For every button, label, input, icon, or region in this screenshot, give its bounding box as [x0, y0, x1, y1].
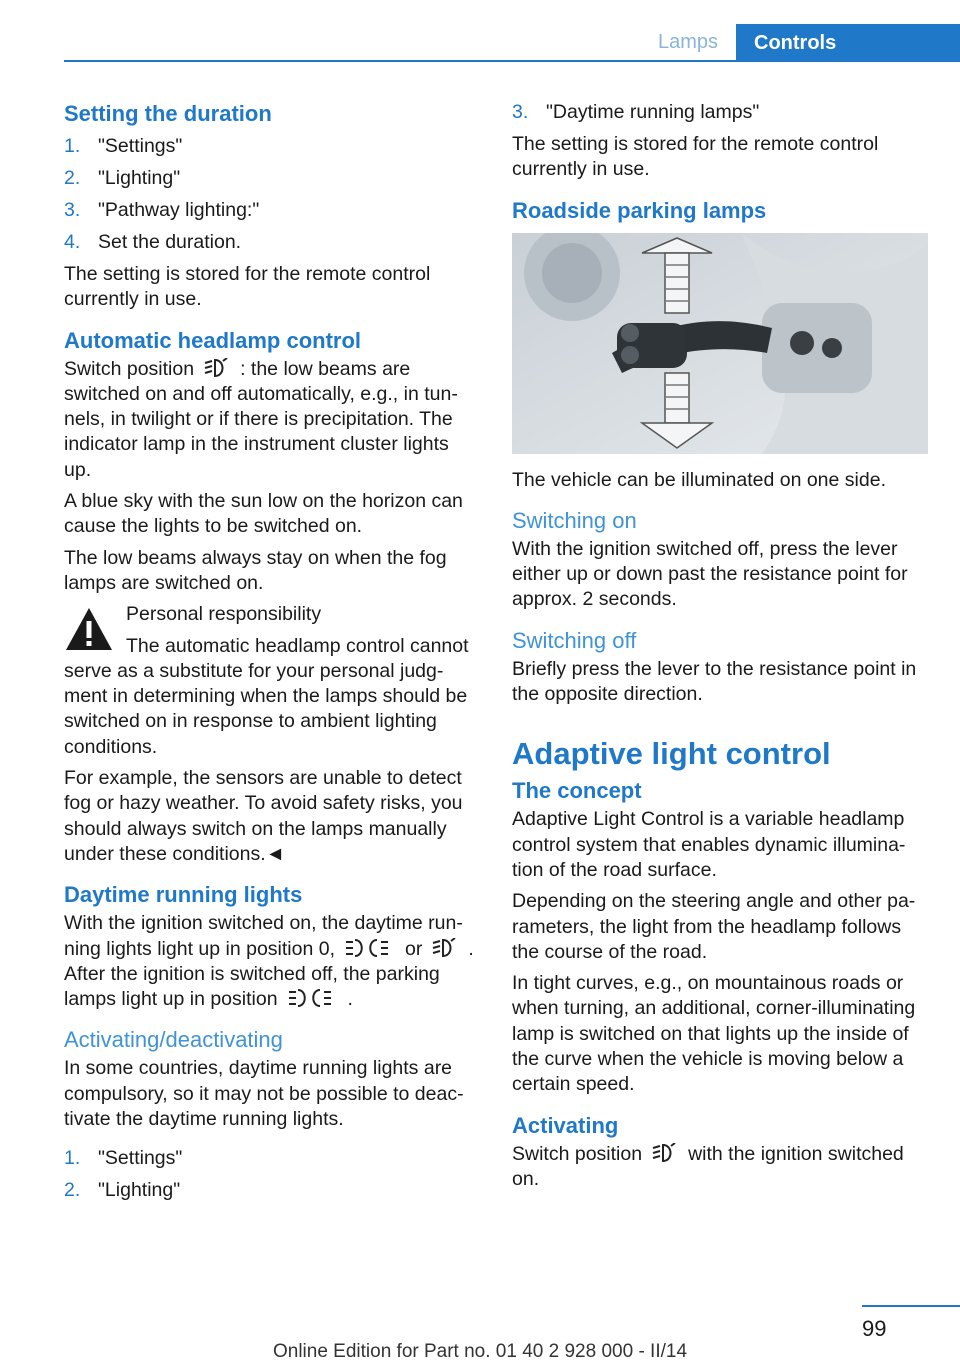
list-item: 1. "Settings"	[64, 1147, 183, 1170]
footer-rule	[862, 1305, 960, 1307]
activating-deactivating-heading: Activating/deactivating	[64, 1027, 283, 1053]
auto-headlamp-icon	[652, 1143, 678, 1163]
continued-note: The setting is stored for the remote control currently in use.	[512, 133, 879, 181]
header-chapter-tab[interactable]: Controls	[736, 24, 960, 62]
roadside-parking-heading: Roadside parking lamps	[512, 197, 767, 223]
duration-steps	[64, 130, 480, 258]
activating-deactivating-paragraph: In some countries, daytime running lights are compulsory, so it may not be possible to deac-tivate the daytime running lights.	[64, 1057, 464, 1131]
duration-heading: Setting the duration	[64, 101, 272, 126]
switching-on-heading: Switching on	[512, 507, 637, 533]
list-item: 2. "Lighting"	[64, 1179, 181, 1202]
edition-footer: Online Edition for Part no. 01 40 2 928 000 - II/14	[272, 1341, 688, 1362]
activating-heading: Activating	[512, 1112, 619, 1138]
switching-off-heading: Switching off	[512, 627, 637, 653]
concept-paragraph-2: Depending on the steering angle and other pa-rameters, the light from the headlamp follows the course of the road.	[512, 890, 916, 963]
concept-heading: The concept	[512, 778, 642, 804]
activating-steps	[64, 1142, 480, 1206]
switching-on-paragraph: With the ignition switched off, press the lever either up or down past the resistance point for approx. 2 seconds.	[512, 537, 908, 611]
continued-steps	[512, 96, 928, 128]
adaptive-light-heading: Adaptive light control	[512, 736, 831, 772]
list-item: 3. "Daytime running lamps"	[512, 101, 760, 123]
auto-headlamp-paragraph: Switch position : the low beams are switched on and off automatically, e.g., in tun-nels, in twilight or if there is precipitation. The indicator lamp in the instrument cluster lights up.	[64, 357, 458, 481]
drl-heading: Daytime running lights	[64, 882, 303, 908]
concept-paragraph-1: Adaptive Light Control is a variable headlamp control system that enables dynamic illumina-tion of the road surface.	[512, 808, 906, 881]
warning-box	[64, 602, 480, 867]
steering-lever-illustration	[512, 233, 928, 454]
auto-headlamp-note-sky: A blue sky with the sun low on the horizon can cause the lights to be switched on.	[64, 490, 463, 538]
right-column	[512, 100, 928, 1198]
page-number: 99	[862, 1316, 887, 1341]
header-section-tab[interactable]: Lamps	[657, 30, 719, 53]
parking-lamps-icon	[345, 938, 395, 958]
auto-headlamp-note-fog: The low beams always stay on when the fog lamps are switched on.	[64, 546, 447, 594]
warning-text: The automatic headlamp control cannot serve as a substitute for your personal judg-ment in determining when the lamps should be switched on in response to ambient lighting conditions.	[64, 634, 469, 758]
list-item: 1. "Settings"	[64, 135, 183, 157]
left-column	[64, 100, 480, 1210]
roadside-caption: The vehicle can be illuminated on one side.	[512, 468, 886, 491]
warning-example: For example, the sensors are unable to detect fog or hazy weather. To avoid safety risks, you should always switch on the lamps manually under these conditions.◄	[64, 767, 463, 865]
concept-paragraph-3: In tight curves, e.g., on mountainous roads or when turning, an additional, corner-illuminating lamp is switched on that lights up the inside of the curve when the vehicle is moving below a certain speed.	[512, 972, 916, 1096]
activating-paragraph: Switch position with the ignition switched on.	[512, 1142, 904, 1190]
auto-headlamp-icon	[204, 358, 230, 378]
drl-paragraph: With the ignition switched on, the daytime run-ning lights light up in position 0, or . After the ignition is switched off, the parking lamps light up in position .	[64, 912, 474, 1011]
parking-lamps-icon	[288, 988, 338, 1008]
header-rule	[64, 60, 960, 62]
switching-off-paragraph: Briefly press the lever to the resistance point in the opposite direction.	[512, 657, 917, 706]
list-item: 4. Set the duration.	[64, 231, 242, 253]
warning-title: Personal responsibility	[126, 603, 322, 626]
list-item: 3. "Pathway lighting:"	[64, 199, 260, 221]
list-item: 2. "Lighting"	[64, 167, 181, 189]
duration-note: The setting is stored for the remote control currently in use.	[64, 263, 431, 311]
warning-triangle-icon	[64, 606, 114, 654]
auto-headlamp-heading: Automatic headlamp control	[64, 327, 362, 353]
auto-headlamp-icon	[432, 938, 458, 958]
